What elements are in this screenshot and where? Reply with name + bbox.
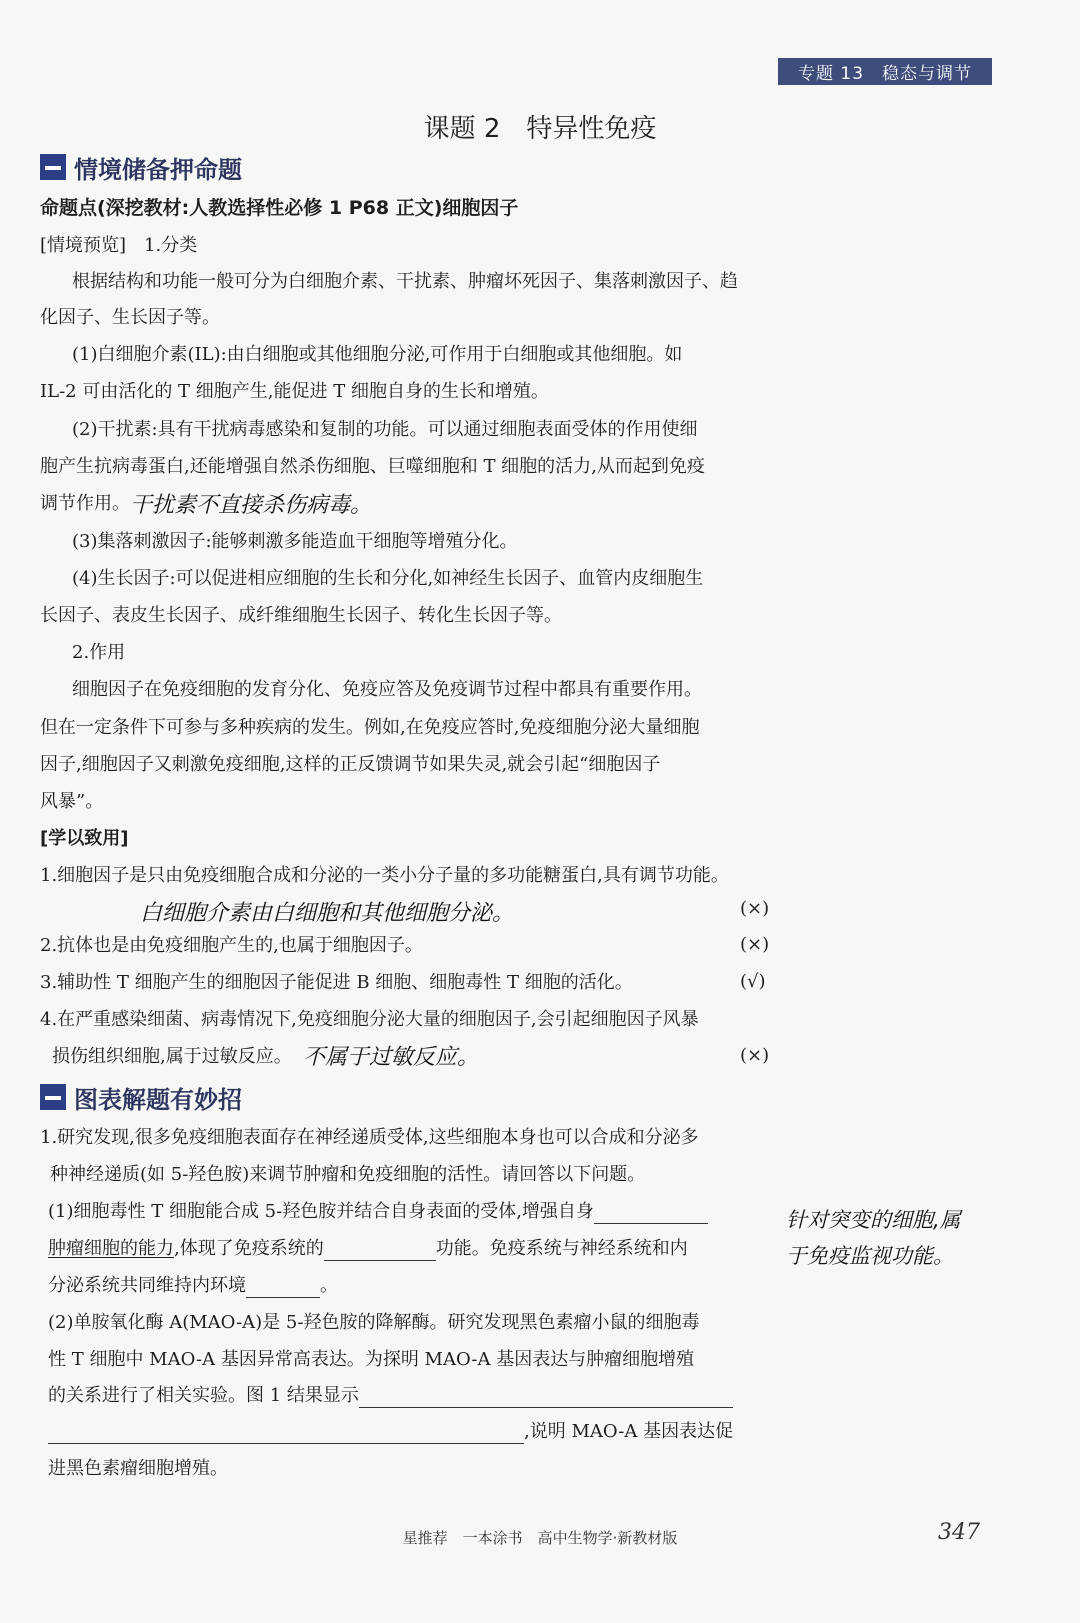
question-4: 4.在严重感染细菌、病毒情况下,免疫细胞分泌大量的细胞因子,会引起细胞因子风暴 bbox=[40, 1009, 699, 1030]
text-line: 性 T 细胞中 MAO-A 基因异常高表达。为探明 MAO-A 基因表达与肿瘤细胞增殖 bbox=[48, 1349, 695, 1370]
answer-blank[interactable] bbox=[324, 1242, 436, 1261]
text-line: 但在一定条件下可参与多种疾病的发生。例如,在免疫应答时,免疫细胞分泌大量细胞 bbox=[40, 717, 700, 738]
text-span: 的关系进行了相关实验。图 1 结果显示 bbox=[48, 1385, 359, 1406]
section-heading-2 bbox=[40, 1080, 242, 1114]
text-span: 分泌系统共同维持内环境 bbox=[48, 1275, 246, 1296]
text-line: 细胞因子在免疫细胞的发育分化、免疫应答及免疫调节过程中都具有重要作用。 bbox=[72, 679, 702, 700]
question-3: 3.辅助性 T 细胞产生的细胞因子能促进 B 细胞、细胞毒性 T 细胞的活化。 bbox=[40, 972, 633, 993]
text-line: (4)生长因子:可以促进相应细胞的生长和分化,如神经生长因子、血管内皮细胞生 bbox=[72, 568, 704, 589]
proposition-point: 命题点(深挖教材:人教选择性必修 1 P68 正文)细胞因子 bbox=[40, 197, 519, 219]
text-span: (1)细胞毒性 T 细胞能合成 5-羟色胺并结合自身表面的受体,增强自身 bbox=[48, 1201, 594, 1222]
answer-blank[interactable] bbox=[594, 1205, 708, 1224]
practice-label: [学以致用] bbox=[40, 828, 129, 849]
text-span: ,体现了免疫系统的 bbox=[174, 1238, 324, 1259]
text-line: IL-2 可由活化的 T 细胞产生,能促进 T 细胞自身的生长和增殖。 bbox=[40, 381, 549, 402]
text-span: 肿瘤细胞的能力 bbox=[48, 1238, 174, 1259]
question-2: 2.抗体也是由免疫细胞产生的,也属于细胞因子。 bbox=[40, 935, 423, 956]
text-line bbox=[48, 1274, 338, 1298]
answer-blank[interactable] bbox=[246, 1279, 320, 1298]
text-line: [情境预览] 1.分类 bbox=[40, 235, 198, 256]
text-span: ,说明 MAO-A 基因表达促 bbox=[524, 1421, 734, 1442]
judgement-mark: (×) bbox=[740, 1045, 770, 1066]
judgement-mark: (√) bbox=[740, 971, 766, 992]
question-4-cont: 损伤组织细胞,属于过敏反应。 bbox=[52, 1046, 292, 1067]
text-line: 因子,细胞因子又刺激免疫细胞,这样的正反馈调节如果失灵,就会引起“细胞因子 bbox=[40, 754, 661, 775]
page-number: 347 bbox=[938, 1520, 980, 1545]
judgement-mark: (×) bbox=[740, 898, 770, 919]
text-span: 功能。免疫系统与神经系统和内 bbox=[435, 1238, 688, 1259]
text-line bbox=[48, 1200, 708, 1224]
answer-blank[interactable] bbox=[359, 1389, 733, 1408]
section-heading-label: 图表解题有妙招 bbox=[74, 1085, 242, 1114]
text-line: (1)白细胞介素(IL):由白细胞或其他细胞分泌,可作用于白细胞或其他细胞。如 bbox=[72, 344, 683, 365]
text-line: 胞产生抗病毒蛋白,还能增强自然杀伤细胞、巨噬细胞和 T 细胞的活力,从而起到免疫 bbox=[40, 456, 705, 477]
text-line: 2.作用 bbox=[72, 642, 126, 663]
handwritten-note: 不属于过敏反应。 bbox=[303, 1045, 480, 1070]
section-heading-1 bbox=[40, 150, 242, 184]
text-line: 风暴”。 bbox=[40, 791, 104, 812]
handwritten-note: 白细胞介素由白细胞和其他细胞分泌。 bbox=[140, 901, 515, 926]
question-1: 1.细胞因子是只由免疫细胞合成和分泌的一类小分子量的多功能糖蛋白,具有调节功能。 bbox=[40, 865, 729, 886]
text-line: 种神经递质(如 5-羟色胺)来调节肿瘤和免疫细胞的活性。请回答以下问题。 bbox=[50, 1164, 646, 1185]
handwritten-note: 针对突变的细胞,属 bbox=[786, 1208, 961, 1232]
answer-blank[interactable] bbox=[48, 1425, 524, 1444]
section-marker-icon bbox=[40, 154, 66, 180]
handwritten-note: 干扰素不直接杀伤病毒。 bbox=[130, 493, 373, 518]
section-heading-label: 情境储备押命题 bbox=[74, 155, 242, 184]
page-title: 课题 2 特异性免疫 bbox=[423, 114, 657, 144]
topic-tag: 专题 13 稳态与调节 bbox=[778, 58, 992, 85]
text-line: (2)单胺氧化酶 A(MAO-A)是 5-羟色胺的降解酶。研究发现黑色素瘤小鼠的细胞毒 bbox=[48, 1312, 700, 1333]
text-line bbox=[48, 1420, 733, 1444]
text-line bbox=[48, 1237, 688, 1261]
section-marker-icon bbox=[40, 1084, 66, 1110]
text-line: 进黑色素瘤细胞增殖。 bbox=[48, 1458, 228, 1479]
text-line: (3)集落刺激因子:能够刺激多能造血干细胞等增殖分化。 bbox=[72, 531, 518, 552]
text-line: 化因子、生长因子等。 bbox=[40, 307, 220, 328]
text-line: 调节作用。 bbox=[40, 493, 130, 514]
text-line: 根据结构和功能一般可分为白细胞介素、干扰素、肿瘤坏死因子、集落刺激因子、趋 bbox=[72, 271, 738, 292]
text-line: 长因子、表皮生长因子、成纤维细胞生长因子、转化生长因子等。 bbox=[40, 605, 562, 626]
handwritten-note: 于免疫监视功能。 bbox=[786, 1244, 954, 1268]
text-span: 。 bbox=[320, 1275, 338, 1296]
footer-text: 星推荐 一本涂书 高中生物学·新教材版 bbox=[402, 1529, 678, 1547]
judgement-mark: (×) bbox=[740, 934, 770, 955]
text-line: 1.研究发现,很多免疫细胞表面存在神经递质受体,这些细胞本身也可以合成和分泌多 bbox=[40, 1127, 699, 1148]
text-line bbox=[48, 1384, 733, 1408]
text-line: (2)干扰素:具有干扰病毒感染和复制的功能。可以通过细胞表面受体的作用使细 bbox=[72, 419, 698, 440]
